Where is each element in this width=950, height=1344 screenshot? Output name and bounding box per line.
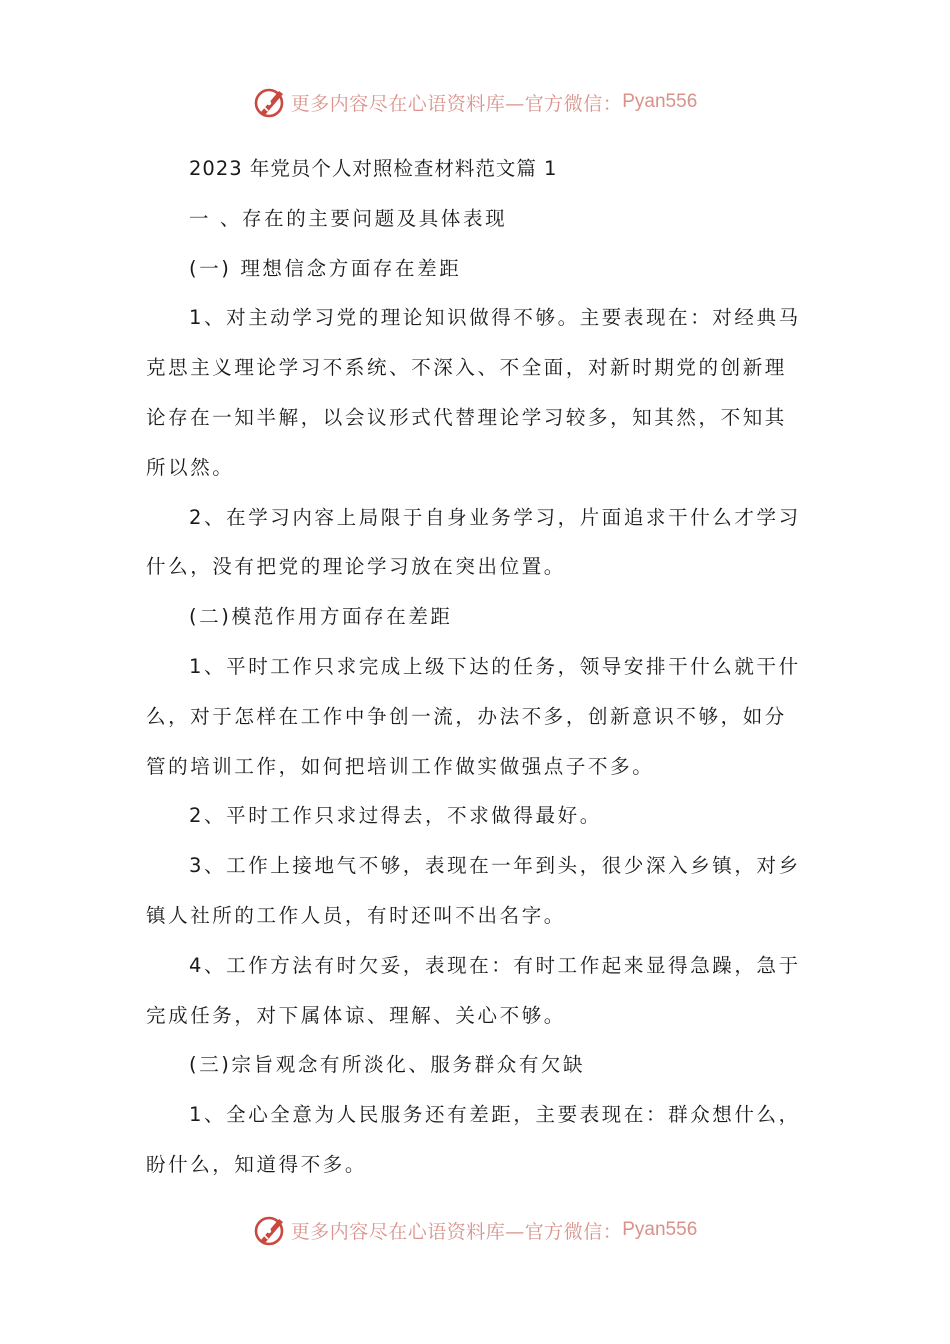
paragraph-line: 么，对于怎样在工作中争创一流，办法不多，创新意识不够，如分 (146, 704, 787, 728)
watermark-footer (0, 1208, 950, 1252)
subheading-purpose: (三)宗旨观念有所淡化、服务群众有欠缺 (189, 1053, 586, 1077)
document-title: 2023 年党员个人对照检查材料范文篇 1 (189, 157, 558, 180)
paragraph-line: 所以然。 (146, 455, 235, 479)
paragraph-line: 1、全心全意为人民服务还有差距，主要表现在：群众想什么， (189, 1103, 801, 1127)
watermark-header (0, 80, 950, 124)
paragraph-line: 完成任务，对下属体谅、理解、关心不够。 (146, 1003, 566, 1027)
paragraph-line: 管的培训工作，如何把培训工作做实做强点子不多。 (146, 754, 655, 778)
subheading-role-model: (二)模范作用方面存在差距 (189, 605, 453, 629)
watermark-code: Pyan556 (622, 1219, 698, 1240)
paragraph-line: 盼什么，知道得不多。 (146, 1152, 368, 1176)
pen-in-circle-icon (253, 85, 287, 119)
document-body (146, 144, 806, 1190)
paragraph-line: 克思主义理论学习不系统、不深入、不全面，对新时期党的创新理 (146, 356, 787, 380)
paragraph-line: 1、对主动学习党的理论知识做得不够。主要表现在：对经典马 (189, 306, 801, 330)
paragraph-line: 2、平时工作只求过得去，不求做得最好。 (189, 804, 602, 828)
paragraph-line: 什么，没有把党的理论学习放在突出位置。 (146, 555, 566, 579)
watermark-code: Pyan556 (622, 91, 698, 112)
paragraph-line: 镇人社所的工作人员，有时还叫不出名字。 (146, 903, 566, 927)
paragraph-line: 1、平时工作只求完成上级下达的任务，领导安排干什么就干什 (189, 654, 801, 678)
paragraph-line: 论存在一知半解，以会议形式代替理论学习较多，知其然，不知其 (146, 405, 787, 429)
paragraph-line: 3、工作上接地气不够，表现在一年到头，很少深入乡镇，对乡 (189, 854, 801, 878)
section-heading: 一 、存在的主要问题及具体表现 (189, 206, 508, 230)
watermark-text: 更多内容尽在心语资料库—官方微信： (290, 92, 623, 115)
paragraph-line: 2、在学习内容上局限于自身业务学习，片面追求干什么才学习 (189, 505, 801, 529)
subheading-ideals: (一) 理想信念方面存在差距 (189, 256, 462, 280)
pen-in-circle-icon (253, 1213, 287, 1247)
watermark-text: 更多内容尽在心语资料库—官方微信： (290, 1220, 623, 1243)
paragraph-line: 4、工作方法有时欠妥，表现在：有时工作起来显得急躁，急于 (189, 953, 801, 977)
